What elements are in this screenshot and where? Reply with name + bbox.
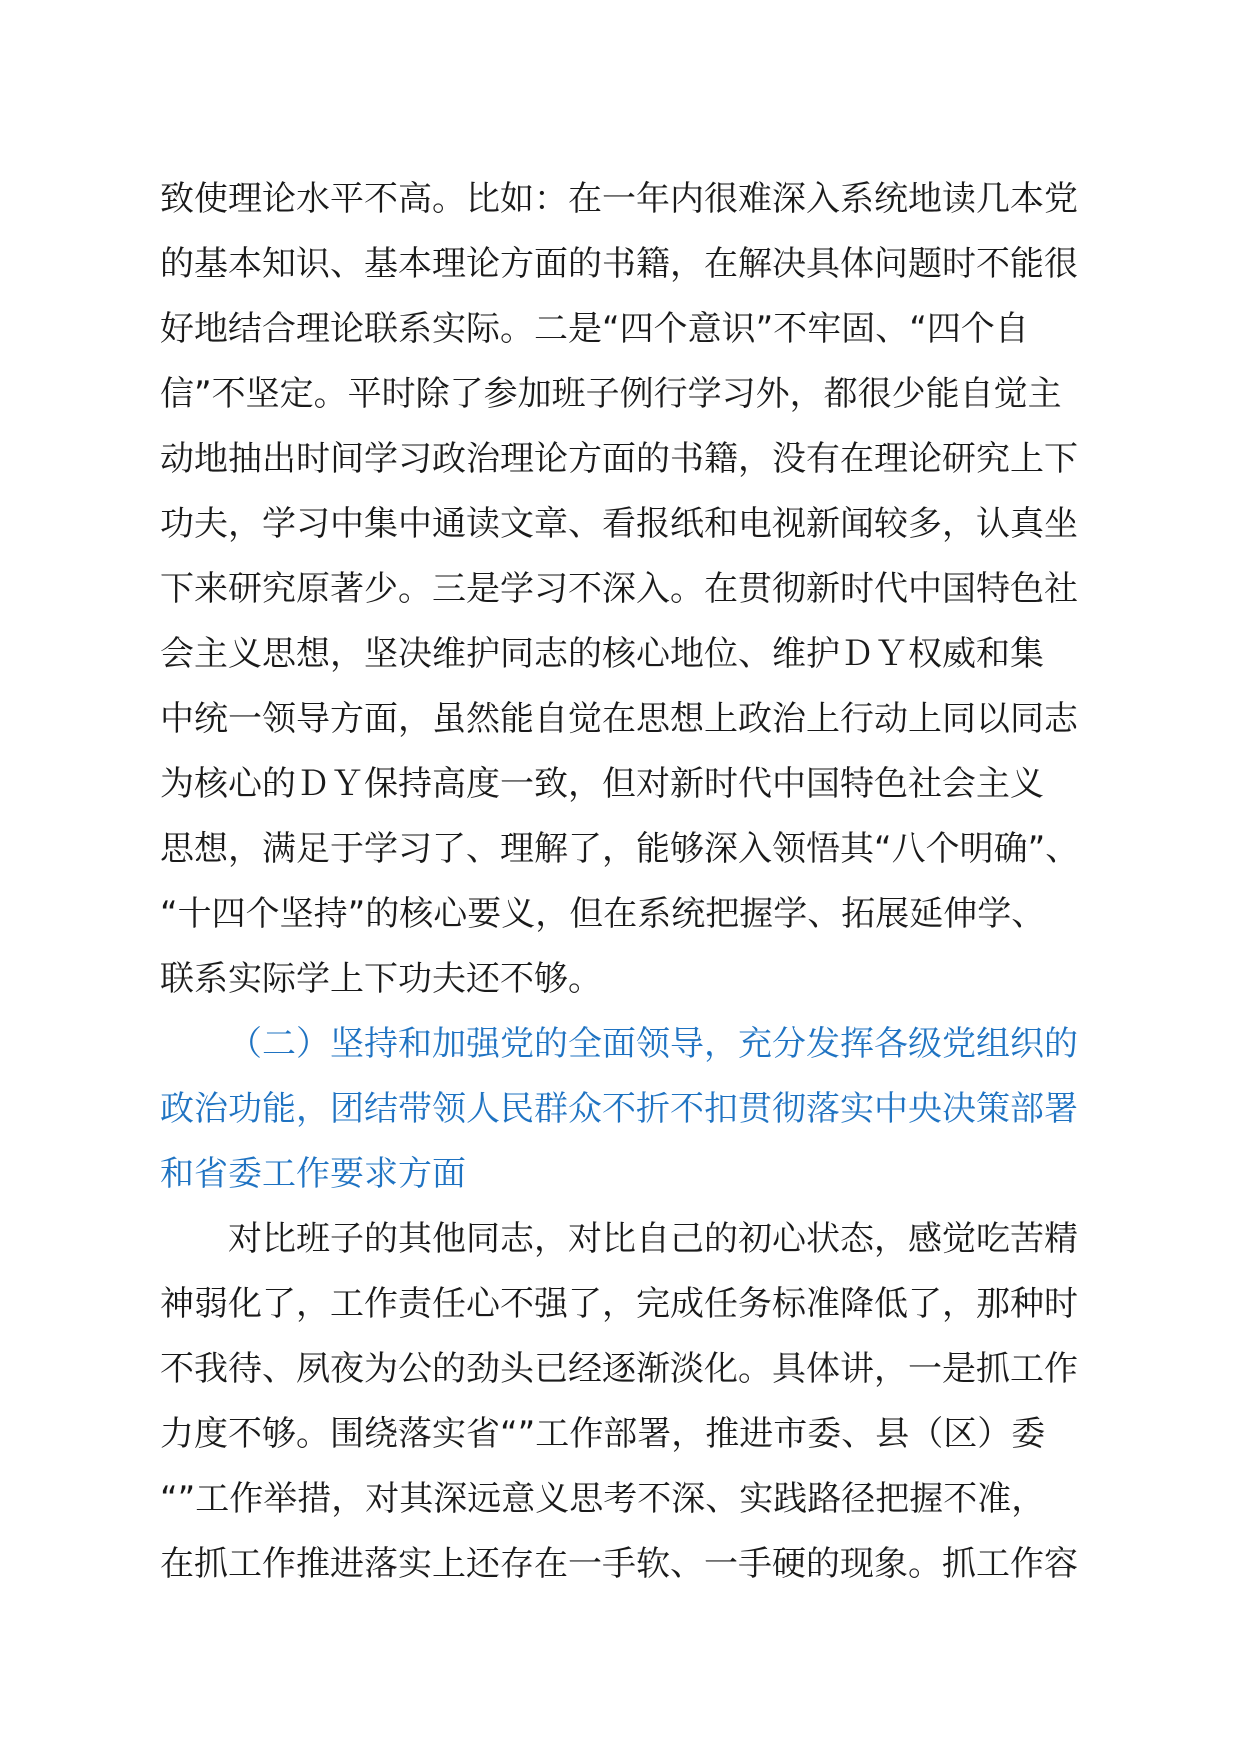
text-line: 的基本知识、基本理论方面的书籍，在解决具体问题时不能很 [160,244,1078,284]
body-paragraph-1 [160,167,1100,1012]
heading-line: 和省委工作要求方面 [160,1154,466,1194]
text-line: 对比班子的其他同志，对比自己的初心状态，感觉吃苦精 [228,1219,1078,1259]
text-line: 动地抽出时间学习政治理论方面的书籍，没有在理论研究上下 [160,439,1078,479]
text-line: 思想，满足于学习了、理解了，能够深入领悟其“八个明确”、 [160,829,1080,869]
text-line: 力度不够。围绕落实省“”工作部署，推进市委、县（区）委 [160,1414,1046,1454]
text-line: 致使理论水平不高。比如：在一年内很难深入系统地读几本党 [160,179,1078,219]
text-line: 神弱化了，工作责任心不强了，完成任务标准降低了，那种时 [160,1284,1078,1324]
text-line: “”工作举措，对其深远意义思考不深、实践路径把握不准， [160,1479,1046,1519]
text-line: 联系实际学上下功夫还不够。 [160,959,602,999]
text-line: 在抓工作推进落实上还存在一手软、一手硬的现象。抓工作容 [160,1544,1078,1584]
text-line: 中统一领导方面，虽然能自觉在思想上政治上行动上同以同志 [160,699,1078,739]
text-line: 功夫，学习中集中通读文章、看报纸和电视新闻较多，认真坐 [160,504,1078,544]
document-body [160,167,1100,1597]
text-line: 为核心的ＤＹ保持高度一致，但对新时代中国特色社会主义 [160,764,1044,804]
heading-line: （二）坚持和加强党的全面领导，充分发挥各级党组织的 [228,1024,1078,1064]
body-paragraph-2 [160,1207,1100,1597]
text-line: 好地结合理论联系实际。二是“四个意识”不牢固、“四个自 [160,309,1029,349]
text-line: “十四个坚持”的核心要义，但在系统把握学、拓展延伸学、 [160,894,1046,934]
heading-line: 政治功能，团结带领人民群众不折不扣贯彻落实中央决策部署 [160,1089,1078,1129]
text-line: 会主义思想，坚决维护同志的核心地位、维护ＤＹ权威和集 [160,634,1044,674]
section-heading [160,1012,1100,1207]
text-line: 下来研究原著少。三是学习不深入。在贯彻新时代中国特色社 [160,569,1078,609]
text-line: 信”不坚定。平时除了参加班子例行学习外，都很少能自觉主 [160,374,1062,414]
text-line: 不我待、夙夜为公的劲头已经逐渐淡化。具体讲，一是抓工作 [160,1349,1078,1389]
